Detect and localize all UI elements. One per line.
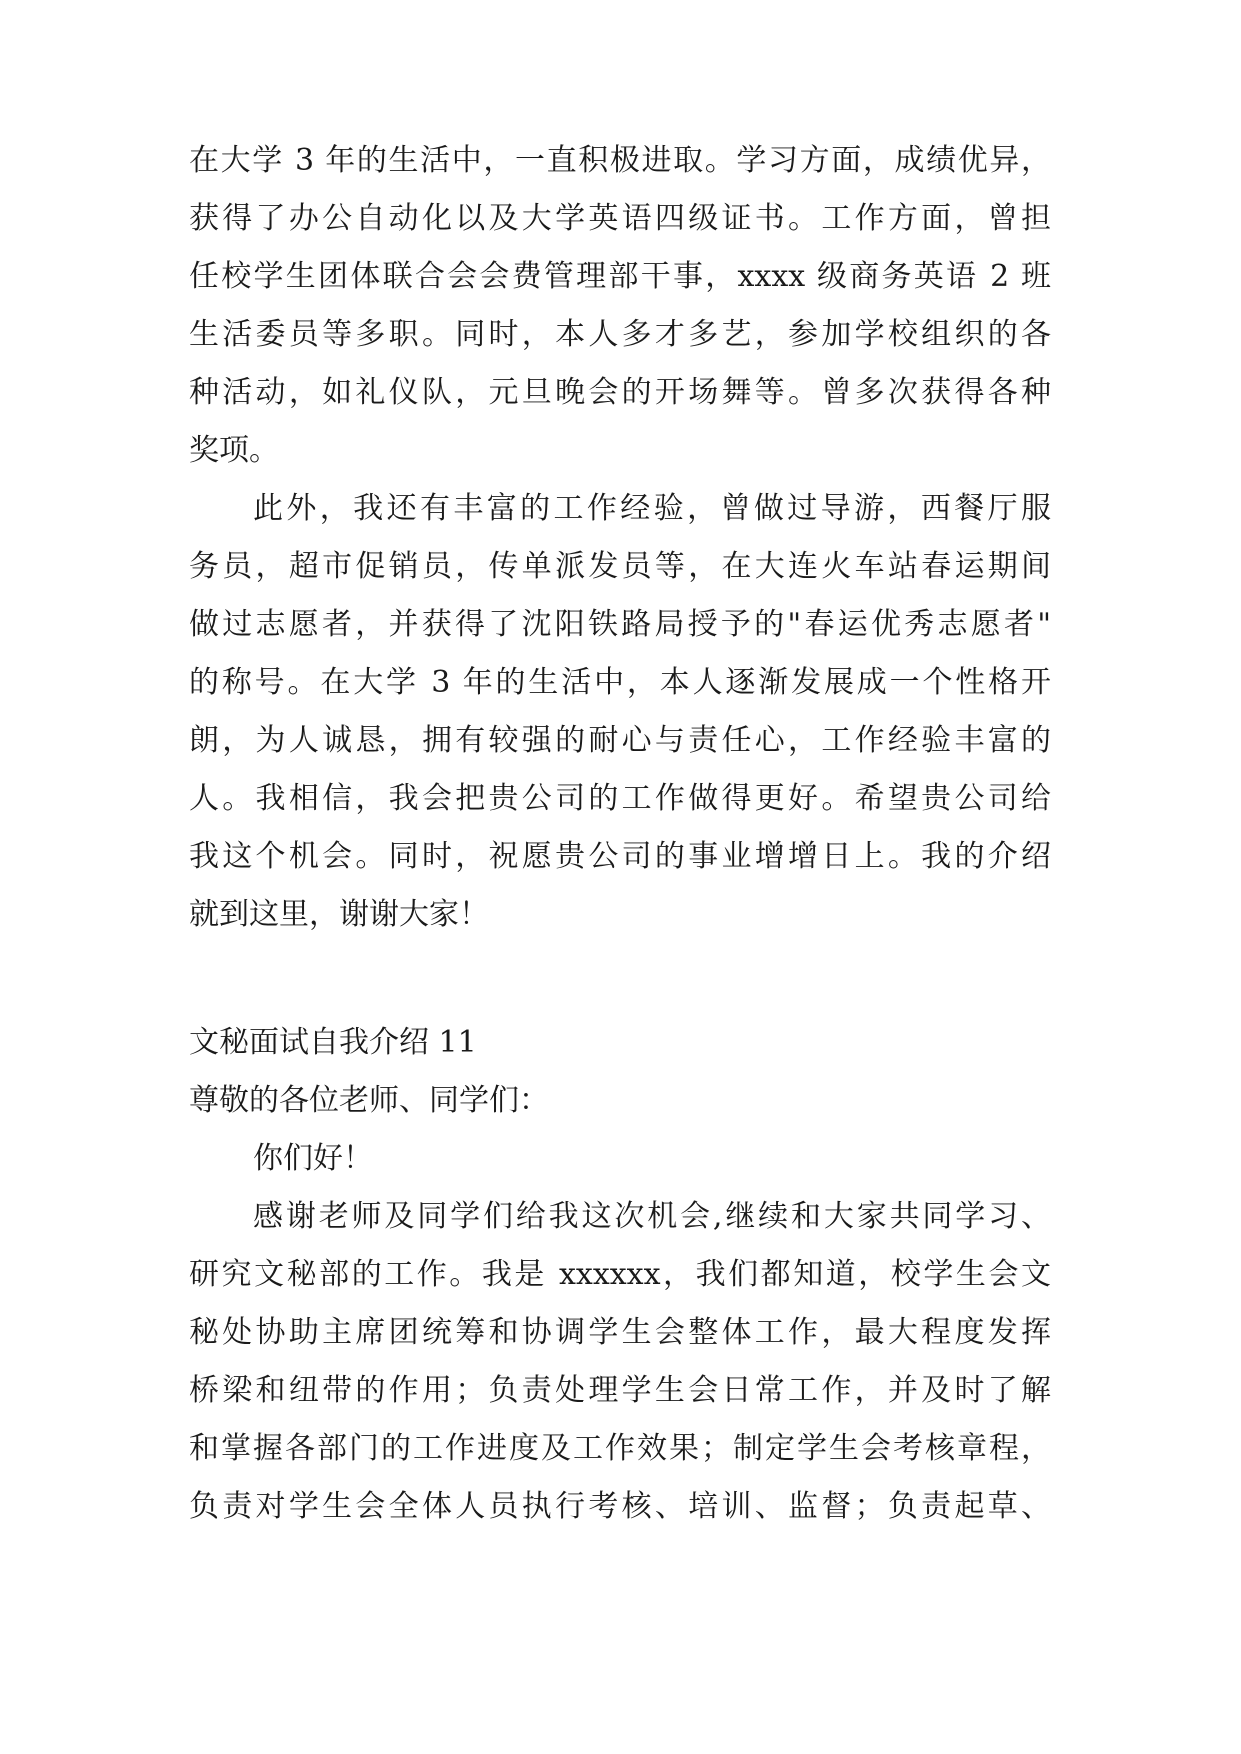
- paragraph-line: 奖项。: [189, 433, 279, 468]
- paragraph-line: 务员，超市促销员，传单派发员等，在大连火车站春运期间: [189, 549, 1051, 584]
- paragraph-line: 获得了办公自动化以及大学英语四级证书。工作方面，曾担: [189, 201, 1051, 236]
- paragraph-line: 和掌握各部门的工作进度及工作效果；制定学生会考核章程，: [189, 1431, 1051, 1466]
- paragraph-line: 桥梁和纽带的作用；负责处理学生会日常工作，并及时了解: [189, 1373, 1051, 1408]
- paragraph-line: 人。我相信，我会把贵公司的工作做得更好。希望贵公司给: [189, 781, 1051, 816]
- paragraph-line: 生活委员等多职。同时，本人多才多艺，参加学校组织的各: [189, 317, 1051, 352]
- section-title: 文秘面试自我介绍 11: [189, 1025, 477, 1060]
- paragraph-line: 此外，我还有丰富的工作经验，曾做过导游，西餐厅服: [253, 491, 1051, 526]
- greeting: 你们好！: [253, 1141, 373, 1176]
- paragraph-line: 负责对学生会全体人员执行考核、培训、监督；负责起草、: [189, 1489, 1051, 1524]
- paragraph-line: 在大学 3 年的生活中，一直积极进取。学习方面，成绩优异，: [189, 143, 1051, 178]
- salutation: 尊敬的各位老师、同学们：: [189, 1083, 549, 1118]
- paragraph-line: 任校学生团体联合会会费管理部干事，xxxx 级商务英语 2 班: [189, 259, 1051, 294]
- paragraph-line: 做过志愿者，并获得了沈阳铁路局授予的"春运优秀志愿者": [189, 607, 1051, 642]
- paragraph-line: 的称号。在大学 3 年的生活中，本人逐渐发展成一个性格开: [189, 665, 1051, 700]
- paragraph-line: 我这个机会。同时，祝愿贵公司的事业增增日上。我的介绍: [189, 839, 1051, 874]
- paragraph-line: 就到这里，谢谢大家！: [189, 897, 489, 932]
- paragraph-line: 感谢老师及同学们给我这次机会,继续和大家共同学习、: [253, 1199, 1051, 1234]
- paragraph-line: 研究文秘部的工作。我是 xxxxxx，我们都知道，校学生会文: [189, 1257, 1051, 1292]
- paragraph-line: 朗，为人诚恳，拥有较强的耐心与责任心，工作经验丰富的: [189, 723, 1051, 758]
- paragraph-line: 种活动，如礼仪队，元旦晚会的开场舞等。曾多次获得各种: [189, 375, 1051, 410]
- paragraph-line: 秘处协助主席团统筹和协调学生会整体工作，最大程度发挥: [189, 1315, 1051, 1350]
